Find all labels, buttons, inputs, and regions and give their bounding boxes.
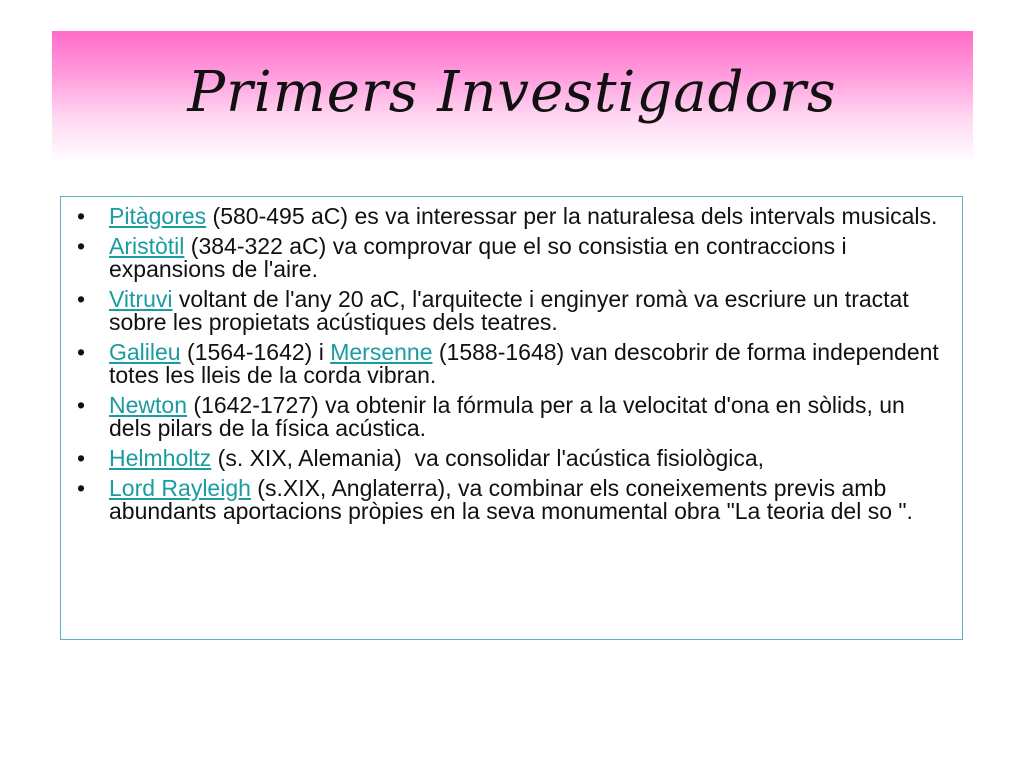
bullet-icon: • — [76, 392, 86, 418]
item-text: voltant de l'any 20 aC, l'arquitecte i enginyer romà va escriure un tractat sobre les propietats acústiques dels teatres. — [109, 286, 909, 335]
list-item — [71, 477, 951, 523]
item-text: (s.XIX, Anglaterra), va combinar els coneixements previs amb abundants aportacions pròpies en la seva monumental obra "La teoria del so ". — [109, 475, 913, 524]
slide-title: Primers Investigadors — [187, 60, 837, 125]
item-text: (1642-1727) va obtenir la fórmula per a la velocitat d'ona en sòlids, un dels pilars de la física acústica. — [109, 392, 905, 441]
bullet-icon: • — [76, 286, 86, 312]
link-aristotil[interactable]: Aristòtil — [109, 233, 185, 259]
link-lord-rayleigh[interactable]: Lord Rayleigh — [109, 475, 251, 501]
bullet-icon: • — [76, 233, 86, 259]
bullet-icon: • — [76, 475, 86, 501]
list-item — [71, 235, 951, 281]
list-item — [71, 288, 951, 334]
link-vitruvi[interactable]: Vitruvi — [109, 286, 173, 312]
link-newton[interactable]: Newton — [109, 392, 187, 418]
list-item — [71, 341, 951, 387]
bullet-icon: • — [76, 445, 86, 471]
item-text: (1588-1648) van descobrir de forma independent totes les lleis de la corda vibran. — [109, 339, 939, 388]
list-item — [71, 205, 951, 228]
content-box — [60, 196, 963, 640]
list-item — [71, 447, 951, 470]
item-text: (s. XIX, Alemania) va consolidar l'acústica fisiològica, — [211, 445, 765, 471]
bullet-icon: • — [76, 339, 86, 365]
bullet-icon: • — [76, 203, 86, 229]
bullet-list — [71, 205, 951, 530]
link-mersenne[interactable]: Mersenne — [330, 339, 433, 365]
list-item — [71, 394, 951, 440]
item-text: (384-322 aC) va comprovar que el so consistia en contraccions i expansions de l'aire. — [109, 233, 847, 282]
item-text: (580-495 aC) es va interessar per la naturalesa dels intervals musicals. — [206, 203, 938, 229]
link-helmholtz[interactable]: Helmholtz — [109, 445, 212, 471]
item-text: (1564-1642) i — [180, 339, 331, 365]
link-galileu[interactable]: Galileu — [109, 339, 181, 365]
link-pitagores[interactable]: Pitàgores — [109, 203, 207, 229]
